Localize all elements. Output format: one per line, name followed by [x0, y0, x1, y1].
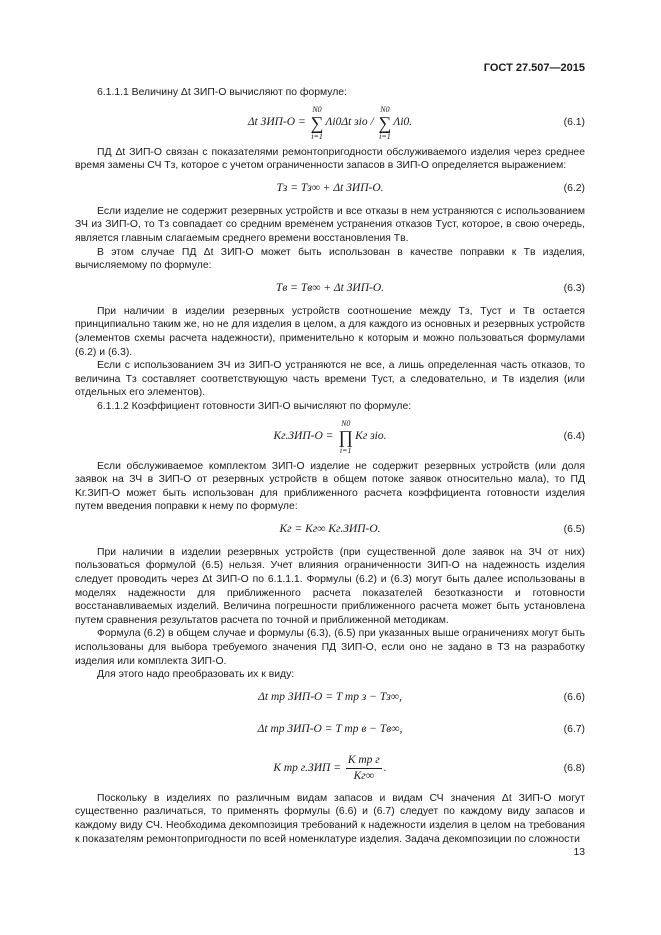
equation-number: (6.7) [563, 724, 585, 736]
eq-text: Tз = Tз∞ + Δt ЗИП-О. [276, 181, 384, 194]
equation-number: (6.6) [563, 692, 585, 704]
equation-number: (6.3) [563, 282, 585, 294]
paragraph: ПД Δt ЗИП-О связан с показателями ремонтопригодности обслуживаемого изделия через среднее время замены СЧ Tз, которое с учетом ограниченности запасов в ЗИП-О определяется выражением: [75, 146, 585, 172]
equation-6-7 [75, 714, 585, 746]
prod-lower: i=1 [339, 445, 352, 455]
equation-number: (6.4) [563, 430, 585, 442]
paragraph: Поскольку в изделиях по различным видам запасов и видам СЧ значения Δt ЗИП-О могут существенно различаться, то применять формулы (6.6) и (6.7) следует по каждому виду запасов и каждому виду СЧ. Необходима декомпозиция требований к надежности изделия в целом на требования к показателям ремонтопригодности по всей номенклатуре изделия. Задача декомпозиции по сложности [75, 792, 585, 845]
eq-body-1: Λi0Δt зio [325, 115, 368, 128]
equation-6-6 [75, 682, 585, 714]
paragraph: Если обслуживаемое комплектом ЗИП-О изделие не содержит резервных устройств (или доля заявок на ЗЧ в ЗИП-О от резервных устройств в общем потоке заявок относительно мала), то ПД Kг.ЗИП-О может быть использован для приближенного расчета коэффициента готовности изделия путем введения поправки к нему по формуле: [75, 460, 585, 513]
eq-tail: . [383, 762, 387, 775]
sum-upper: N0 [380, 104, 390, 114]
sum-operator: N0 ∑ i=1 [310, 104, 324, 141]
eq-body: Kг зio. [355, 429, 387, 442]
eq-lhs: K тр г.ЗИП = [273, 762, 341, 775]
equation-6-8 [75, 746, 585, 792]
equation-number: (6.5) [563, 524, 585, 536]
paragraph: 6.1.1.1 Величину Δt ЗИП-О вычисляют по формуле: [97, 87, 347, 98]
eq-text: Δt тр ЗИП-О = T тр з − Tз∞, [258, 691, 402, 704]
sum-operator: N0 ∑ i=1 [378, 104, 392, 141]
sum-lower: i=1 [379, 131, 391, 141]
standard-header: ГОСТ 27.507—2015 [483, 62, 585, 74]
eq-text: Kг = Kг∞ Kг.ЗИП-О. [279, 523, 381, 536]
paragraph: Если изделие не содержит резервных устройств и все отказы в нем устраняются с использованием ЗЧ из ЗИП-О, то Tз совпадает со средним временем устранения отказов Tуст, которое, в свою очередь, является главным слагаемым среднего времени восстановления Tв. [75, 205, 585, 244]
product-operator: N0 ∏ i=1 [338, 418, 354, 455]
paragraph: При наличии в изделии резервных устройств (при существенной доле заявок на ЗЧ от них) пользоваться формулой (6.5) нельзя. Учет влияния ограниченности ЗИП-О на надежность изделия следует проводить через Δt ЗИП-О по 6.1.1.1. Формулы (6.2) и (6.3) могут быть далее использованы в моделях надежности для приближенного расчета показателей безотказности и готовности восстанавливаемых изделий. Величина погрешности приближенного расчета может быть установлена путем сравнения результатов расчета по точной и приближенной методикам. [75, 546, 585, 626]
paragraph: В этом случае ПД Δt ЗИП-О может быть использован в качестве поправки к Tв изделия, вычисляемому по формуле: [75, 246, 585, 272]
equation-number: (6.8) [563, 763, 585, 775]
sum-lower: i=1 [311, 131, 323, 141]
fraction [346, 754, 382, 784]
page-number: 13 [573, 847, 585, 858]
eq-lhs: Δt ЗИП-О [247, 115, 296, 128]
fraction-numerator: K тр г [346, 754, 382, 770]
equation-6-5 [75, 514, 585, 546]
paragraph: 6.1.1.2 Коэффициент готовности ЗИП-О вычисляют по формуле: [97, 400, 412, 412]
eq-text: Tв = Tв∞ + Δt ЗИП-О. [275, 281, 385, 294]
fraction-denominator: Kг∞ [353, 770, 374, 783]
paragraph: Формула (6.2) в общем случае и формулы (6.3), (6.5) при указанных выше ограничениях могут быть использованы для выбора требуемого значения ПД ЗИП-О, если оно не задано в ТЗ на разработку изделия или комплекта ЗИП-О. [75, 628, 585, 667]
sum-upper: N0 [312, 104, 322, 114]
paragraph: Если с использованием ЗЧ из ЗИП-О устраняются не все, а лишь определенная часть отказов, то величина Tз составляет соответствующую часть времени Tуст, а следовательно, и Tв изделия (или отдельных его элементов). [75, 360, 585, 399]
prod-upper: N0 [341, 418, 351, 428]
equation-6-3 [75, 273, 585, 305]
paragraph: При наличии в изделии резервных устройств соотношение между Tз, Tуст и Tв остается принципиально таким же, но не для изделия в целом, а для каждого из основных и резервных устройств (элементов схемы расчета надежности), применительно к которым и можно пользоваться формулами (6.2) и (6.3). [75, 305, 585, 358]
eq-divide: / [370, 115, 374, 128]
eq-body-2: Λi0. [393, 115, 413, 128]
equation-6-2 [75, 173, 585, 205]
eq-text: Δt тр ЗИП-О = T тр в − Tв∞, [257, 723, 403, 736]
paragraph: Для этого надо преобразовать их к виду: [97, 669, 295, 681]
equation-6-4 [75, 414, 585, 460]
eq-lhs: Kг.ЗИП-О = [273, 429, 334, 442]
document-body [75, 86, 585, 846]
equation-number: (6.2) [563, 182, 585, 194]
equation-number: (6.1) [563, 116, 585, 128]
equation-6-1: Δt ЗИП-О = N0 ∑ i=1 Λi0Δt зio / N0 ∑ i=1 Λi0. (6.1) [247, 104, 585, 141]
